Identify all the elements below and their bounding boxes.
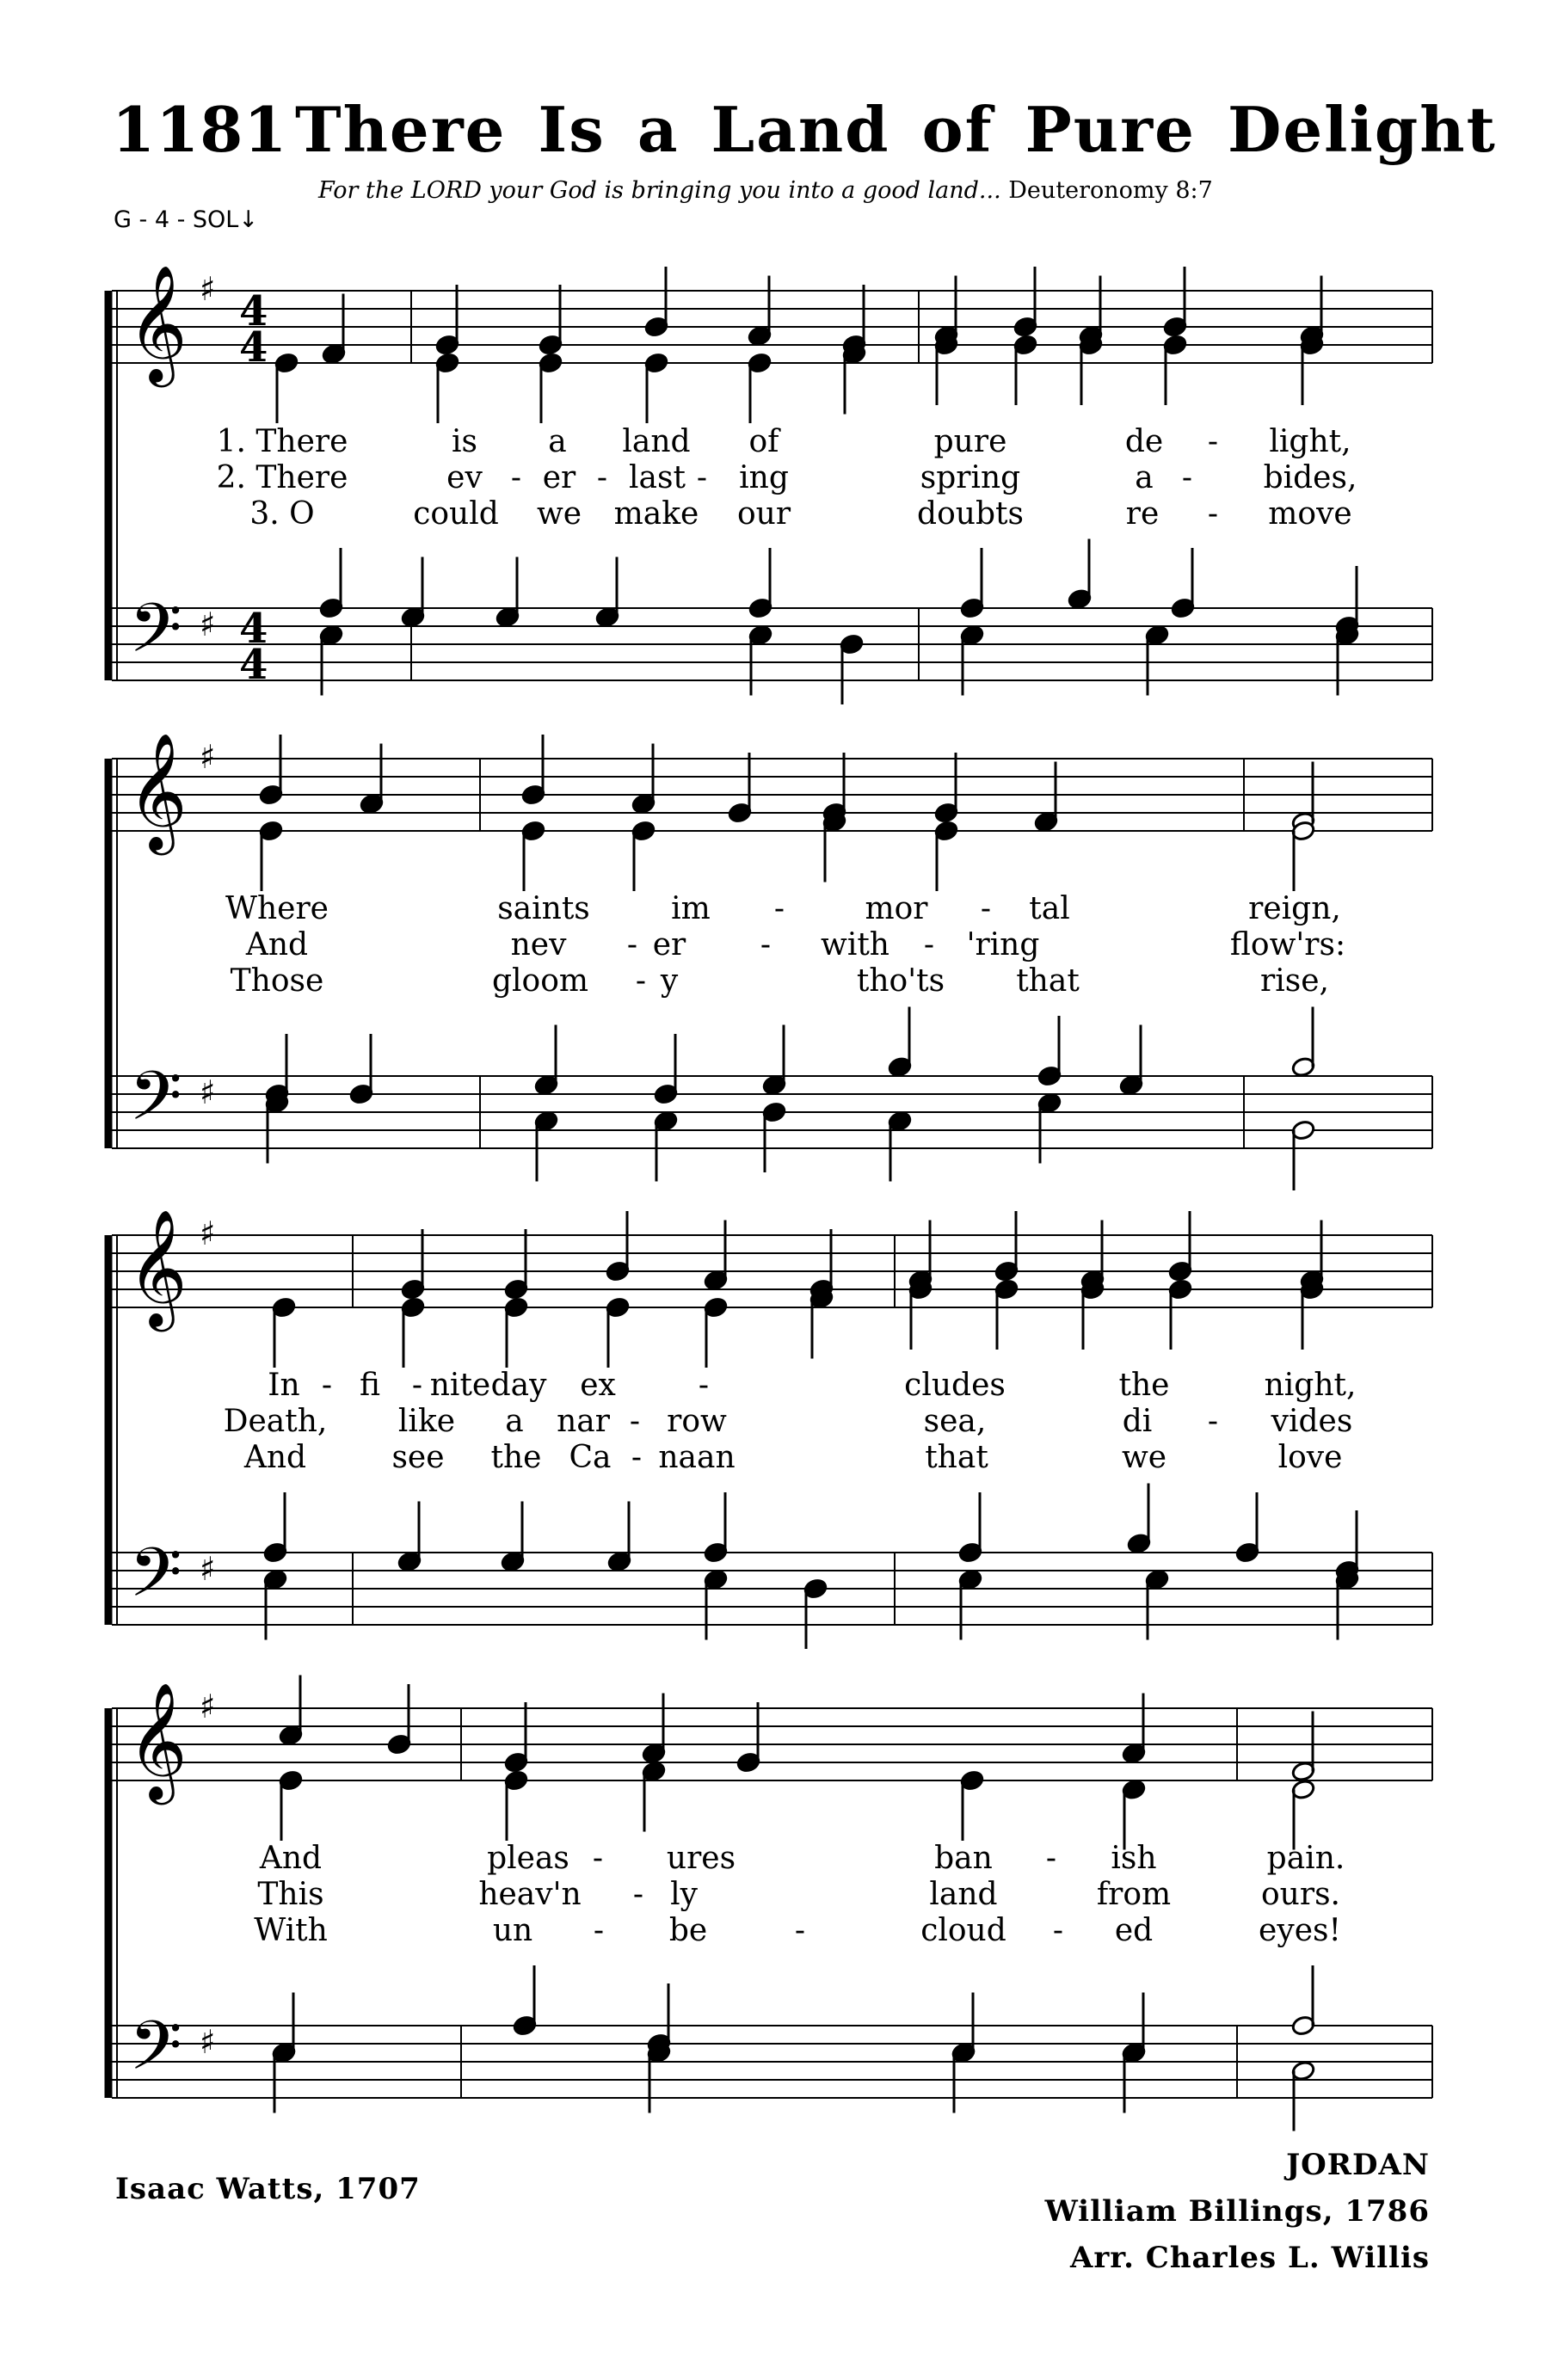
lyric-syllable: im [671, 891, 711, 926]
svg-text:♯: ♯ [200, 2023, 216, 2061]
scripture-quote: For the LORD your God is bringing you into a good land... [318, 177, 1001, 204]
lyric-syllable: reign, [1248, 891, 1341, 926]
lyric-syllable: mor [865, 891, 928, 926]
svg-text:♯: ♯ [200, 1073, 216, 1111]
lyric-syllable: tal [1029, 891, 1070, 926]
lyric-hyphen: - [626, 927, 638, 962]
hymn-title: There Is a Land of Pure Delight [295, 93, 1497, 166]
lyric-hyphen: - [631, 1440, 643, 1475]
lyric-syllable: our [736, 496, 791, 532]
lyric-hyphen: - [635, 963, 647, 999]
svg-text:𝄢: 𝄢 [129, 588, 182, 685]
lyric-syllable: ours. [1261, 1877, 1340, 1912]
lyric-syllable: pure [933, 424, 1007, 459]
lyric-syllable: saints [497, 891, 590, 926]
lyric-syllable: y [660, 963, 679, 999]
svg-text:♯: ♯ [200, 1688, 216, 1725]
lyric-syllable: row [667, 1404, 727, 1439]
music-system-4 [108, 1676, 1432, 2131]
svg-text:4: 4 [239, 323, 268, 372]
lyric-syllable: ures [666, 1841, 736, 1876]
music-system-2 [108, 731, 1432, 1190]
lyric-syllable: And [245, 927, 309, 962]
lyric-hyphen: - [773, 891, 785, 926]
lyric-hyphen: - [592, 1841, 604, 1876]
lyric-syllable: ban [934, 1841, 993, 1876]
lyric-syllable: we [1121, 1440, 1167, 1475]
svg-text:♯: ♯ [200, 1550, 216, 1588]
lyric-hyphen: - [411, 1368, 423, 1403]
lyric-syllable: bides, [1263, 460, 1357, 495]
lyric-hyphen: - [980, 891, 992, 926]
lyric-hyphen: - [1207, 496, 1219, 532]
lyric-syllable: the [1118, 1368, 1170, 1403]
lyric-syllable: 3. O [249, 496, 315, 532]
lyric-hyphen: - [1207, 424, 1219, 459]
lyric-syllable: flow'rs: [1229, 927, 1346, 962]
lyric-syllable: de [1124, 424, 1164, 459]
lyric-syllable: di [1122, 1404, 1153, 1439]
lyric-syllable: we [536, 496, 582, 532]
lyric-syllable: heav'n [478, 1877, 582, 1912]
lyric-syllable: re [1125, 496, 1160, 532]
lyric-syllable: cludes [904, 1368, 1006, 1403]
lyric-syllable: pain. [1266, 1841, 1345, 1876]
lyric-syllable: is [452, 424, 477, 459]
lyric-syllable: naan [658, 1440, 736, 1475]
lyric-hyphen: - [696, 460, 708, 495]
svg-text:𝄞: 𝄞 [127, 263, 188, 382]
author-credit: Isaac Watts, 1707 [115, 2172, 421, 2206]
lyric-syllable: eyes! [1259, 1913, 1341, 1948]
lyric-syllable: And [243, 1440, 307, 1475]
lyric-hyphen: - [1052, 1913, 1064, 1948]
lyric-hyphen: - [593, 1913, 605, 1948]
lyric-hyphen: - [1181, 460, 1193, 495]
lyric-syllable: ev [446, 460, 483, 495]
lyric-syllable: un [492, 1913, 533, 1948]
lyric-syllable: make [613, 496, 699, 532]
lyric-syllable: Where [225, 891, 329, 926]
tune-name: JORDAN [1286, 2148, 1430, 2182]
arranger-credit: Arr. Charles L. Willis [1070, 2241, 1430, 2275]
lyric-hyphen: - [632, 1877, 644, 1912]
lyric-syllable: move [1268, 496, 1352, 532]
lyric-syllable: Death, [223, 1404, 328, 1439]
svg-text:𝄢: 𝄢 [129, 1533, 182, 1629]
lyric-hyphen: - [629, 1404, 641, 1439]
lyric-syllable: night, [1264, 1368, 1357, 1403]
svg-text:4: 4 [239, 605, 268, 653]
lyric-syllable: that [1016, 963, 1080, 999]
svg-text:𝄢: 𝄢 [129, 2006, 182, 2102]
lyric-hyphen: - [1207, 1404, 1219, 1439]
lyric-syllable: like [397, 1404, 456, 1439]
svg-text:♯: ♯ [200, 270, 216, 308]
svg-text:4: 4 [239, 287, 268, 335]
lyric-hyphen: - [698, 1368, 710, 1403]
svg-text:♯: ♯ [200, 738, 216, 776]
hymn-number: 1181 [112, 93, 288, 166]
lyric-syllable: a [505, 1404, 524, 1439]
composer-credit: William Billings, 1786 [1044, 2194, 1430, 2229]
svg-text:𝄢: 𝄢 [129, 1056, 182, 1153]
lyric-syllable: vides [1271, 1404, 1353, 1439]
lyric-syllable: In [268, 1368, 300, 1403]
lyric-syllable: sea, [923, 1404, 987, 1439]
lyric-syllable: pleas [487, 1841, 569, 1876]
lyric-syllable: 'ring [966, 927, 1040, 962]
lyric-hyphen: - [923, 927, 935, 962]
lyric-hyphen: - [596, 460, 608, 495]
lyric-syllable: er [652, 927, 686, 962]
lyric-syllable: tho'ts [856, 963, 945, 999]
lyric-hyphen: - [760, 927, 772, 962]
svg-text:𝄞: 𝄞 [127, 731, 188, 850]
lyric-syllable: be [668, 1913, 708, 1948]
lyric-syllable: gloom [491, 963, 589, 999]
lyric-syllable: Ca [569, 1440, 612, 1475]
lyric-syllable: doubts [917, 496, 1024, 532]
lyric-syllable: nev [510, 927, 567, 962]
svg-text:𝄞: 𝄞 [127, 1681, 188, 1799]
lyric-syllable: ly [670, 1877, 698, 1912]
lyric-syllable: a [1135, 460, 1154, 495]
lyric-syllable: fi [359, 1368, 381, 1403]
lyric-syllable: land [929, 1877, 998, 1912]
scripture-reference: Deuteronomy 8:7 [1008, 177, 1213, 204]
key-info: G - 4 - SOL↓ [114, 206, 258, 233]
lyric-syllable: With [254, 1913, 328, 1948]
lyric-syllable: that [925, 1440, 988, 1475]
lyric-syllable: a [548, 424, 567, 459]
lyric-syllable: ed [1114, 1913, 1154, 1948]
lyric-syllable: ex [580, 1368, 616, 1403]
svg-text:♯: ♯ [200, 606, 216, 643]
lyric-hyphen: - [1045, 1841, 1057, 1876]
lyric-syllable: ish [1111, 1841, 1157, 1876]
lyric-syllable: And [259, 1841, 323, 1876]
lyric-syllable: cloud [920, 1913, 1006, 1948]
lyric-syllable: last [629, 460, 686, 495]
lyric-syllable: 1. There [216, 424, 348, 459]
lyric-syllable: rise, [1260, 963, 1329, 999]
lyric-syllable: er [542, 460, 576, 495]
lyric-syllable: ing [739, 460, 789, 495]
lyric-syllable: with [821, 927, 889, 962]
lyric-syllable: nite [429, 1368, 491, 1403]
lyric-syllable: love [1277, 1440, 1343, 1475]
lyric-syllable: from [1096, 1877, 1172, 1912]
lyric-syllable: of [748, 424, 779, 459]
lyric-syllable: light, [1269, 424, 1351, 459]
svg-text:𝄞: 𝄞 [127, 1208, 188, 1326]
lyric-syllable: the [490, 1440, 542, 1475]
lyric-hyphen: - [321, 1368, 333, 1403]
svg-text:♯: ♯ [200, 1215, 216, 1252]
svg-text:4: 4 [239, 641, 268, 689]
lyric-syllable: spring [920, 460, 1021, 495]
lyric-hyphen: - [794, 1913, 806, 1948]
lyric-syllable: see [391, 1440, 445, 1475]
lyric-hyphen: - [510, 460, 522, 495]
lyric-syllable: 2. There [216, 460, 348, 495]
music-system-3 [108, 1208, 1432, 1649]
lyric-syllable: day [490, 1368, 547, 1403]
lyric-syllable: land [622, 424, 691, 459]
lyric-syllable: This [257, 1877, 324, 1912]
lyric-syllable: could [413, 496, 499, 532]
lyric-syllable: Those [230, 963, 324, 999]
music-system-1 [108, 263, 1432, 704]
lyric-syllable: nar [557, 1404, 610, 1439]
